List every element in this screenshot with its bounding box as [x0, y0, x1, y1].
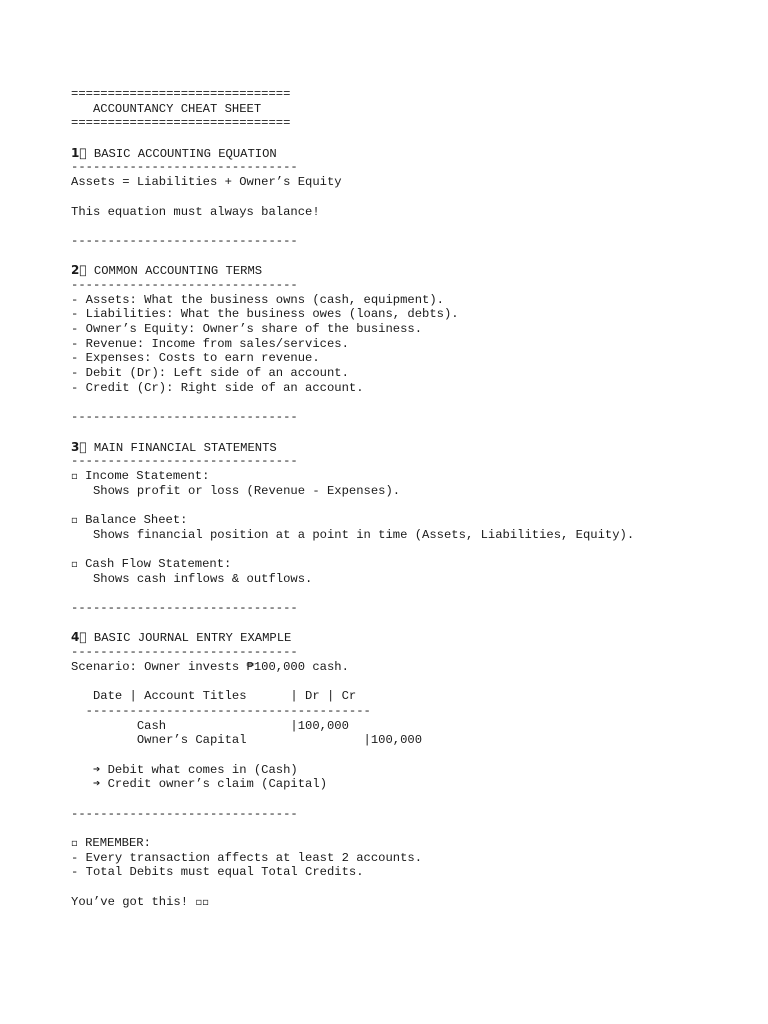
- term-item: - Liabilities: What the business owes (loans, debts).: [71, 307, 459, 322]
- journal-table-row: Owner’s Capital |100,000: [71, 733, 423, 748]
- statement-description: Shows financial position at a point in time (Assets, Liabilities, Equity).: [71, 527, 635, 542]
- journal-table-rule: ---------------------------------------: [71, 703, 371, 718]
- accounting-equation: Assets = Liabilities + Owner’s Equity: [71, 175, 342, 190]
- spacer: [71, 131, 761, 146]
- statement-name: [71, 469, 761, 484]
- closing-line: [71, 895, 761, 910]
- section-3-heading: [71, 440, 761, 455]
- section-separator: -------------------------------: [71, 601, 298, 616]
- spacer: [71, 498, 761, 513]
- section-3-title: MAIN FINANCIAL STATEMENTS: [86, 440, 277, 455]
- section-4-heading: [71, 630, 761, 645]
- term-item: - Owner’s Equity: Owner’s share of the business.: [71, 322, 423, 336]
- spacer: [71, 395, 761, 410]
- statement-name: [71, 557, 761, 572]
- statement-description: Shows cash inflows & outflows.: [71, 571, 313, 586]
- keycap-two-icon: 2⃣: [71, 263, 87, 278]
- bullet-square-icon: ▫: [71, 559, 78, 570]
- section-2-heading: [71, 263, 761, 278]
- spacer: [71, 616, 761, 631]
- statement-description: Shows profit or loss (Revenue - Expenses).: [71, 483, 401, 498]
- keycap-one-icon: 1⃣: [71, 145, 87, 160]
- header-rule-top: ==============================: [71, 87, 291, 101]
- journal-scenario: Scenario: Owner invests ₱100,000 cash.: [71, 659, 349, 674]
- spacer: [71, 586, 761, 601]
- spacer: [71, 425, 761, 440]
- spacer: [71, 542, 761, 557]
- document-title: ACCOUNTANCY CHEAT SHEET: [71, 101, 262, 116]
- term-item: - Revenue: Income from sales/services.: [71, 336, 349, 351]
- section-2-rule: -------------------------------: [71, 277, 298, 292]
- section-2-title: COMMON ACCOUNTING TERMS: [86, 264, 263, 279]
- statement-name-label: Cash Flow Statement:: [77, 557, 232, 571]
- journal-hint: ➔ Credit owner’s claim (Capital): [71, 777, 328, 792]
- section-4-title: BASIC JOURNAL ENTRY EXAMPLE: [86, 631, 292, 646]
- bullet-square-icon: ▫: [71, 470, 78, 482]
- remember-item: - Total Debits must equal Total Credits.: [71, 865, 364, 880]
- bullet-square-icon: ▫: [71, 838, 78, 850]
- section-1-rule: -------------------------------: [71, 160, 298, 175]
- header-rule-bottom: ==============================: [71, 116, 291, 131]
- cheat-sheet-document: [71, 87, 761, 910]
- closing-text: You’ve got this!: [71, 894, 196, 909]
- bullet-square-icon: ▫: [71, 514, 78, 526]
- spacer: [71, 821, 761, 836]
- spacer: [71, 675, 761, 690]
- section-separator: -------------------------------: [71, 410, 298, 425]
- statement-name-label: Income Statement:: [77, 468, 210, 483]
- journal-hint: ➔ Debit what comes in (Cash): [71, 762, 298, 777]
- statement-name-label: Balance Sheet:: [77, 512, 188, 527]
- emoji-placeholder-icon: ▫▫: [195, 896, 209, 908]
- remember-heading: [71, 836, 761, 851]
- statement-name: [71, 513, 761, 528]
- section-4-rule: -------------------------------: [71, 645, 298, 660]
- journal-table-row: Cash |100,000: [71, 718, 349, 733]
- section-separator: -------------------------------: [71, 233, 298, 248]
- spacer: [71, 792, 761, 807]
- section-1-heading: [71, 146, 761, 161]
- section-1-title: BASIC ACCOUNTING EQUATION: [86, 146, 277, 161]
- term-item: - Debit (Dr): Left side of an account.: [71, 366, 349, 381]
- remember-item: - Every transaction affects at least 2 accounts.: [71, 850, 423, 865]
- term-item: - Assets: What the business owns (cash, equipment).: [71, 292, 444, 307]
- spacer: [71, 880, 761, 895]
- spacer: [71, 249, 761, 264]
- equation-note: This equation must always balance!: [71, 204, 320, 219]
- spacer: [71, 219, 761, 234]
- term-item: - Credit (Cr): Right side of an account.: [71, 380, 364, 395]
- keycap-three-icon: 3⃣: [71, 439, 87, 454]
- term-item: - Expenses: Costs to earn revenue.: [71, 351, 320, 366]
- remember-title: REMEMBER:: [77, 836, 151, 851]
- keycap-four-icon: 4⃣: [71, 630, 87, 645]
- spacer: [71, 748, 761, 763]
- section-separator: -------------------------------: [71, 806, 298, 821]
- section-3-rule: -------------------------------: [71, 454, 298, 469]
- journal-table-header: Date | Account Titles | Dr | Cr: [71, 689, 357, 704]
- spacer: [71, 190, 761, 205]
